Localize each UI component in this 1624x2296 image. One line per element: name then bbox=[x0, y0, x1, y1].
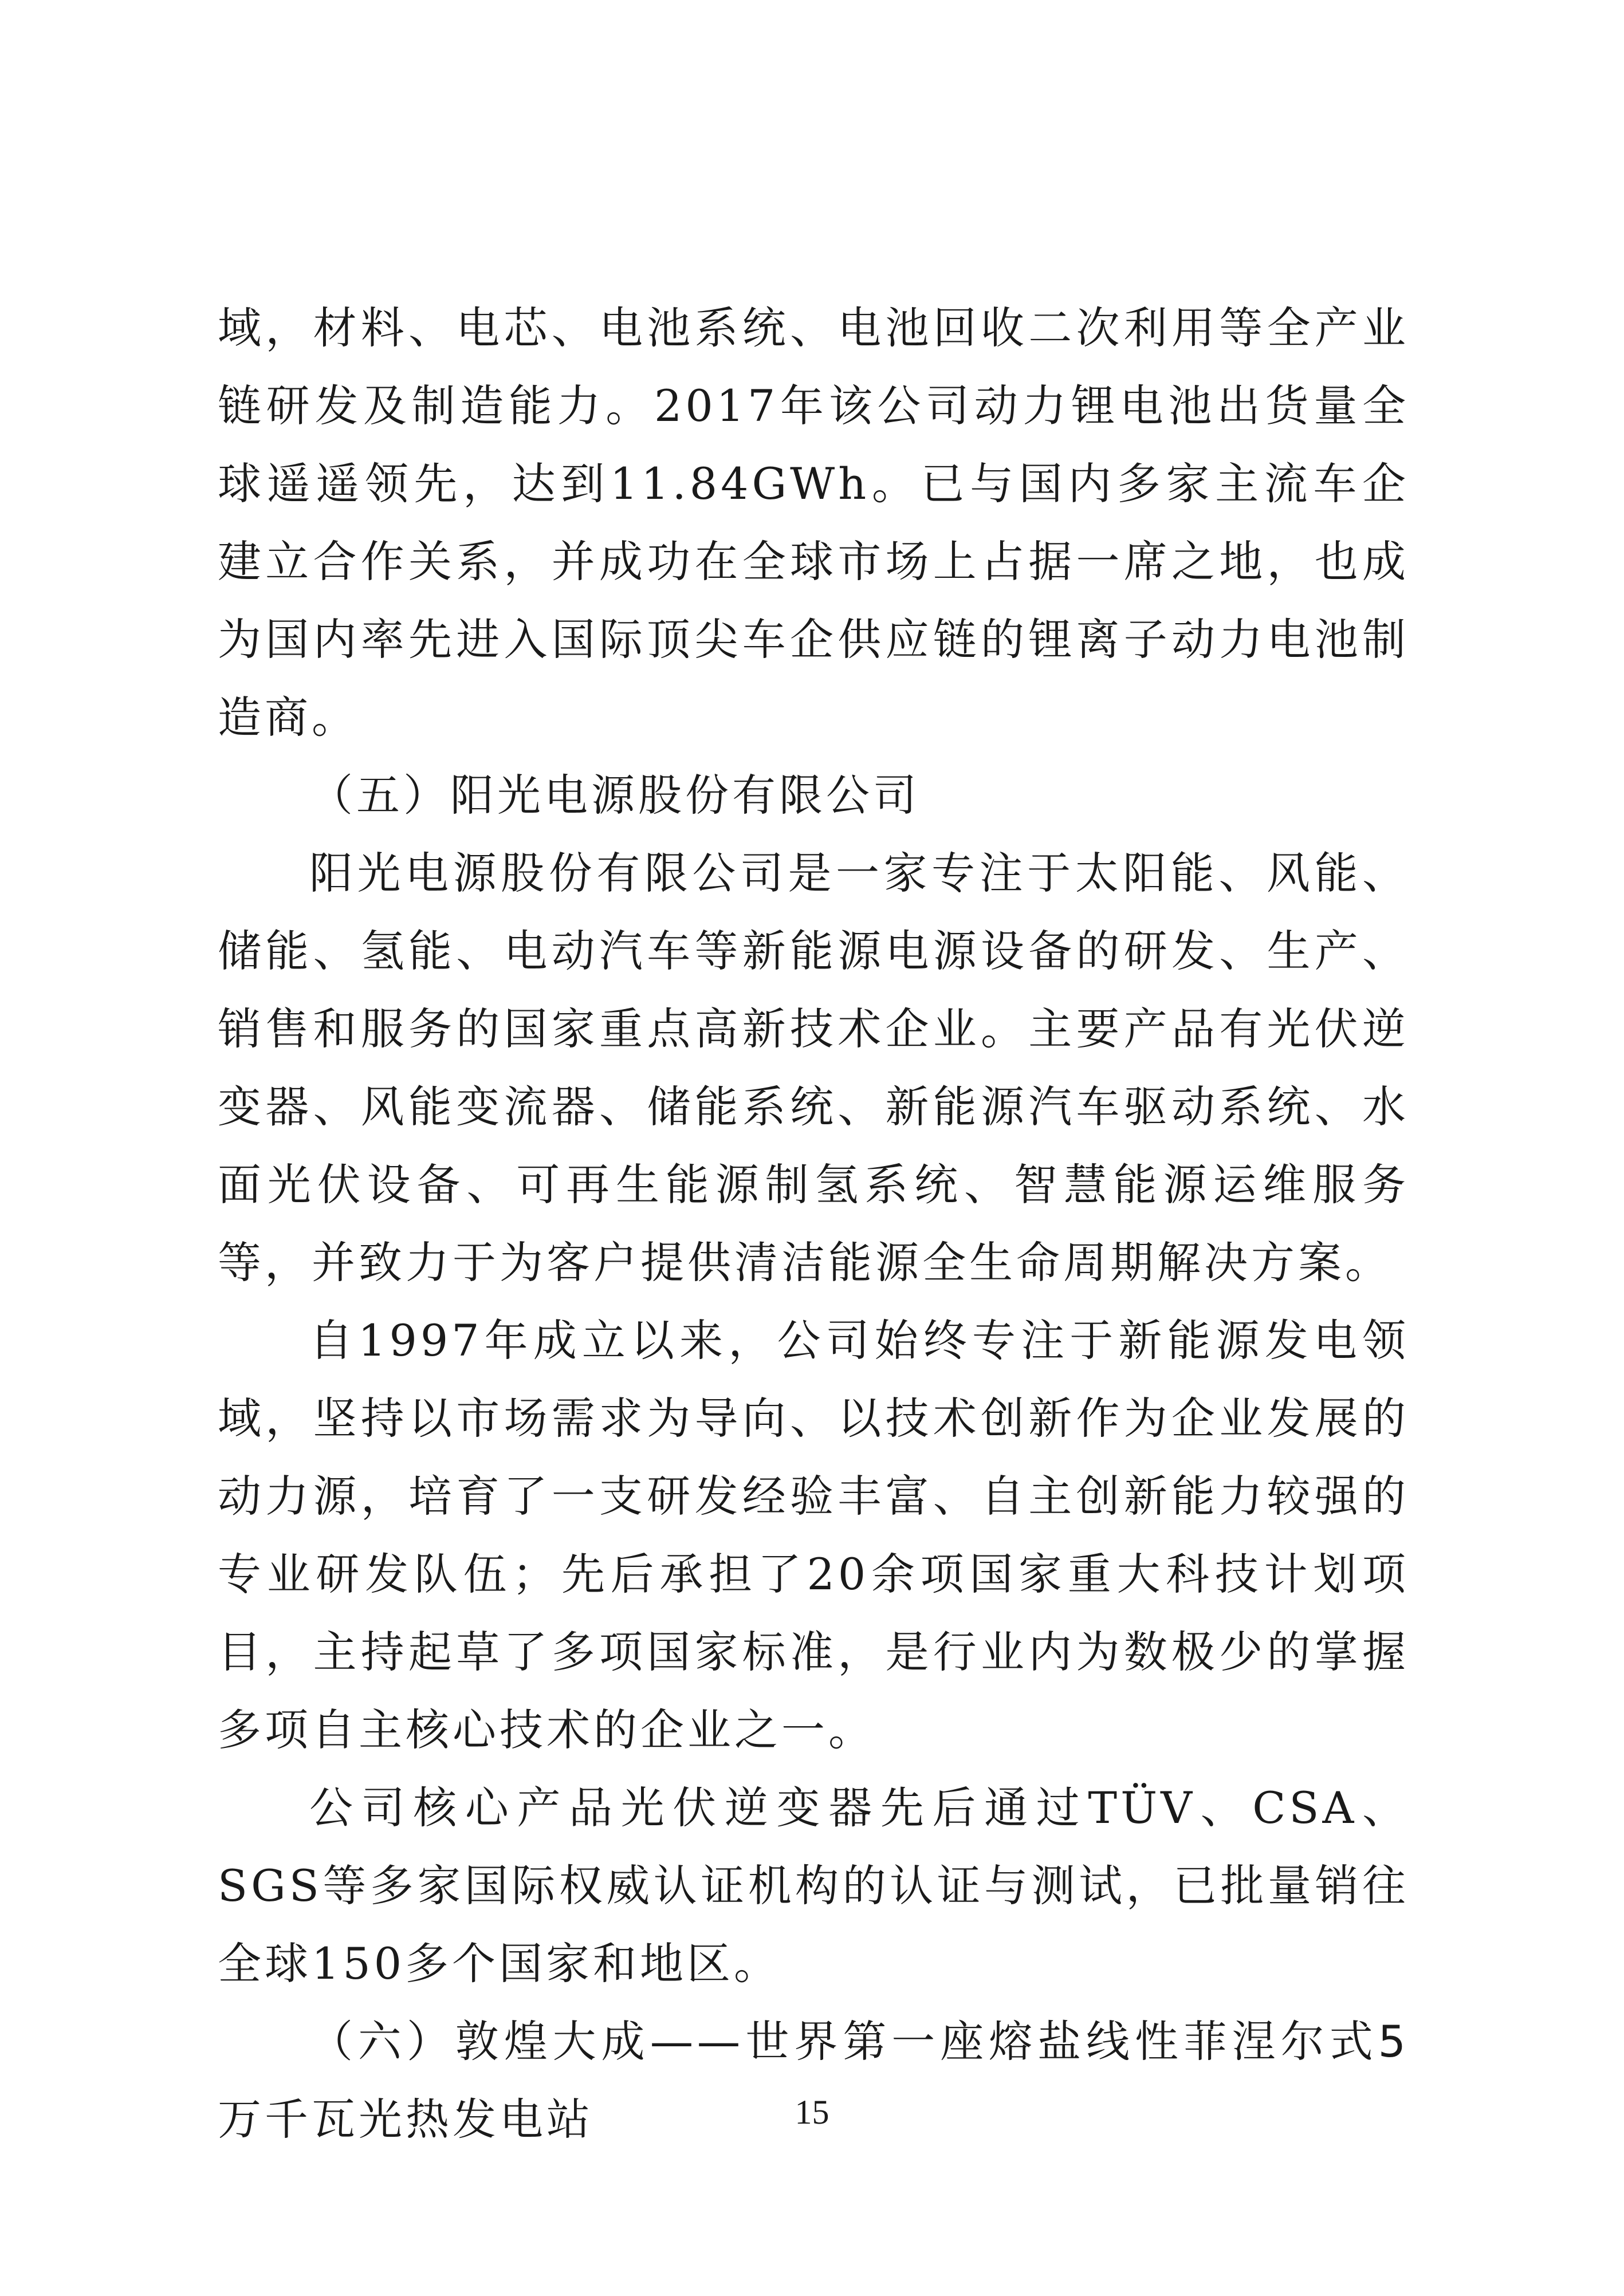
paragraph-continued: 域，材料、电芯、电池系统、电池回收二次利用等全产业链研发及制造能力。2017年该公司动力锂电池出货量全球遥遥领先，达到11.84GWh。已与国内多家主流车企建立合作关系，并成功在全球市场上占据一席之地，也成为国内率先进入国际顶尖车企供应链的锂离子动力电池制造商。 bbox=[218, 302, 1409, 743]
paragraph-sungrow-certification: 公司核心产品光伏逆变器先后通过TÜV、CSA、SGS等多家国际权威认证机构的认证与测试，已批量销往全球150多个国家和地区。 bbox=[218, 1782, 1409, 1989]
paragraph-sungrow-history: 自1997年成立以来，公司始终专注于新能源发电领域，坚持以市场需求为导向、以技术创新作为企业发展的动力源，培育了一支研发经验丰富、自主创新能力较强的专业研发队伍；先后承担了20余项国家重大科技计划项目，主持起草了多项国家标准，是行业内为数极少的掌握多项自主核心技术的企业之一。 bbox=[218, 1315, 1409, 1755]
paragraph-sungrow-intro: 阳光电源股份有限公司是一家专注于太阳能、风能、储能、氢能、电动汽车等新能源电源设备的研发、生产、销售和服务的国家重点高新技术企业。主要产品有光伏逆变器、风能变流器、储能系统、新能源汽车驱动系统、水面光伏设备、可再生能源制氢系统、智慧能源运维服务等，并致力于为客户提供清洁能源全生命周期解决方案。 bbox=[218, 848, 1409, 1288]
section-heading-6: （六）敦煌大成——世界第一座熔盐线性菲涅尔式5万千瓦光热发电站 bbox=[218, 2016, 1409, 2145]
body-text bbox=[218, 289, 1409, 2159]
page-number: 15 bbox=[795, 2093, 829, 2131]
section-heading-5: （五）阳光电源股份有限公司 bbox=[309, 770, 920, 821]
